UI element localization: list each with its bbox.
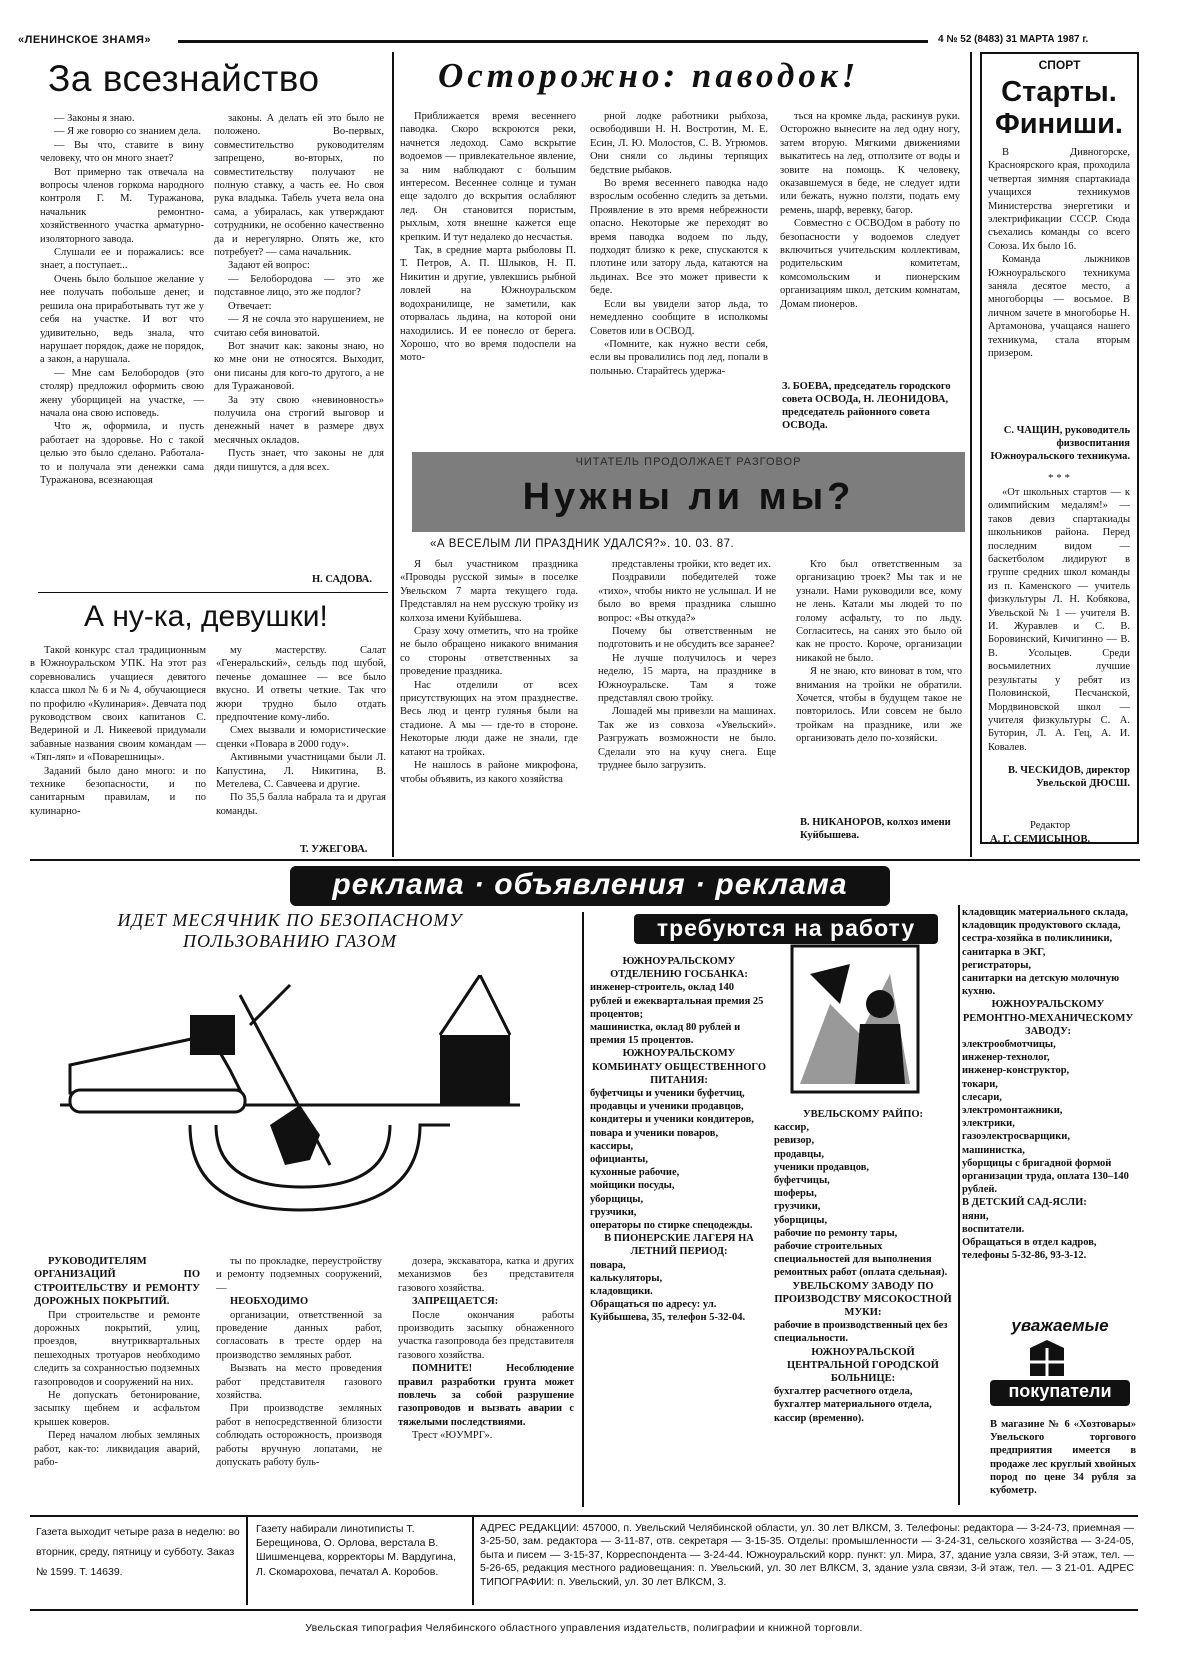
reader-author: В. НИКАНОРОВ, колхоз имени Куйбышева.: [800, 817, 951, 841]
ja-paragraph: мойщики посуды,: [590, 1180, 675, 1192]
jc-paragraph: кладовщик продуктового склада,: [962, 920, 1121, 932]
a1c1-paragraph: — Мне сам Белобородов (это столяр) предложил оформить свою жену уборщицей на участке, — начала она свою исповедь.: [40, 367, 204, 419]
article-title-vseznaistvo: За всезнайство: [48, 58, 320, 99]
a2c1-paragraph: Такой конкурс стал традиционным в Южноуральском УПК. На этот раз соревновались учащиеся девятого класса школ № 6 и № 4, обучающиеся по профилю «Кулинария». Девчата под руководством своих капитанов С. Ведериной и Л. Никеевой придумали забавные названия своим командам — «Тяп-ляп» и «Поварешницы».: [30, 645, 206, 764]
jb-paragraph: шоферы,: [774, 1188, 817, 1200]
a1c2-paragraph: Вот значит как: законы знаю, но ко мне они не относятся. Выходит, они писаны для кого-то другого, а не для Туражановой.: [214, 340, 384, 393]
a1c2-paragraph: законы. А делать ей это было не положено. Во-первых, совместительство руководителям запрещено, во-вторых, по совместительству получают не полную ставку, а часть ее. Но своя рука владыка. Табель учета вела она сама, а убиралась, как утверждают сотрудники, не особенно качественно да и нерегулярно. Опять же, кто потребует? — сама начальник.: [214, 113, 384, 259]
footer-staff: Газету набирали линотиписты Т. Берещинова, О. Орлова, верстала В. Шишменцева, корректоры М. Вардугина, Л. Скомарохова, печатал А. Коробов.: [256, 1523, 456, 1578]
rc2-paragraph: Поздравили победителей тоже «тихо», чтобы никто не услышал. И не было во время праздника слышно вопрос: «Вы откуда?»: [598, 572, 776, 624]
ads-divider-1: [582, 912, 584, 1507]
sport-stars: * * *: [1048, 472, 1070, 484]
article-vseznaistvo-col2: [214, 112, 384, 474]
sport-title: Старты. Финиши.: [995, 76, 1123, 140]
a3c3-paragraph: ться на кромке льда, раскинув руки. Осторожно вынесите на лед одну ногу, затем вторую. Мягкими движениями выкатитесь на лед, отползите от воды и зовите на помощь. К человеку, оказавшемуся в беде, не следует идти или бежать, нужно ползти, подать ему ремень, шарф, веревку, багор.: [780, 111, 960, 216]
ja-paragraph: В ПИОНЕРСКИЕ ЛАГЕРЯ НА ЛЕТНИЙ ПЕРИОД:: [604, 1233, 754, 1258]
jb-paragraph: бухгалтер материального отдела,: [774, 1399, 932, 1411]
jb-paragraph: ревизор,: [774, 1135, 815, 1147]
ads-divider-2: [958, 905, 960, 1505]
a1c1-paragraph: — Законы я знаю.: [54, 113, 135, 124]
ja-paragraph: калькуляторы,: [590, 1272, 663, 1284]
jobs-col-c: [962, 906, 1134, 1262]
footer-schedule: Газета выходит четыре раза в неделю: во вторник, среду, пятницу и субботу. Заказ № 1599. Т. 14639.: [36, 1526, 240, 1578]
a2c1-paragraph: Заданий было дано много: и по технике безопасности, и по санитарным правилам, и по кулинарно-: [30, 765, 206, 817]
sp2-paragraph: «От школьных стартов — к олимпийским медалям!» — таков девиз спартакиады школьников района. Перед последним видом — баскетболом лидируют в группе средних школ команды из п. Каменского — учитель физкультуры Л. Н. Кобякова, Увельской № 1 — учителя В. И. Журавлев и С. В. Боровинский, Кичигинно — В. В. Усольцев. Среди восьмилетних лучшие результаты у ребят из Половинской, Песчанской, Мордвиновской школ — учителя физкультуры С. А. Буторин, Л. А. Гец, А. И. Ковалев.: [988, 487, 1130, 753]
g3-paragraph: ПОМНИТЕ! Несоблюдение правил разработки грунта может повлечь за собой разрушение газопроводов и вызвать аварии с тяжелыми последствиями.: [398, 1363, 574, 1428]
article-pavodok-col3: [780, 110, 960, 311]
a2c2-paragraph: Смех вызвали и юмористические сценки «Повара в 2000 году».: [216, 725, 386, 750]
g3-paragraph: дозера, экскаватора, катка и других механизмов без представителя газового хозяйства.: [398, 1256, 574, 1294]
jb-paragraph: уборщицы,: [774, 1214, 828, 1226]
rc2-paragraph: Лошадей мы привезли на машинах. Так же из совхоза «Увельский». Разгружать возможности не было. Сделали это на кучу снега. Еще труднее было загрузить.: [598, 706, 776, 772]
a3c2-paragraph: Во время весеннего паводка надо взрослым особенно следить за детьми. Проявление в это время небрежности опасно. Некоторые же переходят во время паводка водоем по льду, подходят близко к реке, спускаются к плотине или затору льда, катаются на льдинах. Все это может привести к беде.: [590, 178, 768, 297]
sp1-paragraph: Команда лыжников Южноуральского техникума заняла десятое место, а многоборцы — восьмое. В личном зачете в многоборье Н. Артамонова, учащаяся нашего техникума, стала вторым призером.: [988, 254, 1130, 360]
jc-paragraph: инженер-конструктор,: [962, 1065, 1070, 1077]
ja-paragraph: уборщицы,: [590, 1193, 644, 1205]
jb-paragraph: УВЕЛЬСКОМУ ЗАВОДУ ПО ПРОИЗВОДСТВУ МЯСОКОСТНОЙ МУКИ:: [774, 1280, 952, 1319]
a3c3-paragraph: Совместно с ОСВОДом в работу по безопасности у водоемов следует включиться учительским коллективам, родительским комитетам, комсомольским и пионерским организациям школ, детским комнатам, Домам пионеров.: [780, 218, 960, 310]
rc2-paragraph: Не лучше получилось и через неделю, 15 марта, на празднике в Южноуральске. Там я тоже представлял свою тройку.: [598, 652, 776, 705]
jb-paragraph: УВЕЛЬСКОМУ РАЙПО:: [802, 1109, 924, 1120]
masthead-rule: [178, 40, 928, 43]
footer-address: АДРЕС РЕДАКЦИИ: 457000, п. Увельский Челябинской области, ул. 30 лет ВЛКСМ, 3. Телефоны: редактора — 3-24-73, приемная — 3-25-50, зам. редактора — 3-11-87, отв. секретаря — 3-15-35. Отделы: промышленности — 3-24-31, сельского хозяйства — 3-24-05, быта и писем — 3-15-37, Корреспондента — 3-24-44. Южноуральский корр. пункт: ул. Мира, 37, здание узла связи, 3-й этаж, тел. — 5-26-65, редакция местного радиовещания: п. Увельский, ул. 30 лет ВЛКСМ, 3, здание узла связи, 3-й этаж, тел. — 3 21-01. АДРЕС ТИПОГРАФИИ: п. Увельский, ул. 30 лет ВЛКСМ, 3.: [480, 1522, 1134, 1588]
a1c2-paragraph: — Белобородова — это же подставное лицо, это же подлог?: [214, 273, 384, 299]
reader-col3: [796, 558, 962, 746]
jb-paragraph: кассир,: [774, 1122, 809, 1134]
g2-paragraph: При производстве земляных работ в непосредственной близости соблюдать осторожность, производя работы вручную лопатами, не допускать работу буль-: [216, 1403, 382, 1469]
reader-reference: «А ВЕСЕЛЫМ ЛИ ПРАЗДНИК УДАЛСЯ?». 10. 03. 87.: [430, 538, 735, 550]
a1c2-paragraph: Отвечает:: [228, 300, 272, 312]
jc-paragraph: машинистка,: [962, 1144, 1025, 1156]
ja-paragraph: кладовщики.: [590, 1286, 653, 1298]
a1c2-paragraph: Задают ей вопрос:: [228, 260, 310, 272]
reader-rubric: ЧИТАТЕЛЬ ПРОДОЛЖАЕТ РАЗГОВОР: [575, 456, 802, 468]
g1-paragraph: При строительстве и ремонте дорожных покрытий, улиц, проездов, внутриквартальных пешеходных тротуаров необходимо следить за сохранностью подземных газопроводов и сооружений на них.: [34, 1309, 200, 1388]
article-devushki-col1: [30, 644, 206, 818]
a1c1-paragraph: — Вы что, ставите в вину человеку, что он много знает?: [40, 139, 204, 165]
ja-paragraph: буфетчицы и ученики буфетчиц,: [590, 1088, 745, 1100]
a3c1-paragraph: Приближается время весеннего паводка. Скоро вскроются реки, начнется ледоход. Само вскрытие водоемов — привлекательное явление, за ним наблюдают с большим интересом. Весеннее солнце и туман еще задолго до вскрытия ослабляют лед. Он становится пористым, рыхлым, хотя внешне кажется еще крепким. И тут недалеко до несчастья.: [400, 111, 576, 243]
article-vseznaistvo-author: Н. САДОВА.: [312, 574, 373, 585]
a1c1-paragraph: Вот примерно так отвечала на вопросы членов горкома народного контроля Г. М. Туражанова, начальник ремонтно-хозяйственного участка арматурно-изоляторного завода.: [40, 166, 204, 245]
jb-paragraph: ЮЖНОУРАЛЬСКОЙ ЦЕНТРАЛЬНОЙ ГОРОДСКОЙ БОЛЬНИЦЕ:: [787, 1346, 939, 1385]
a3c1-paragraph: Так, в средние марта рыболовы П. Т. Петров, А. П. Шлыков, Н. П. Никитин и другие, увлекшись рыбной ловлей на Южноуральском водохранилище, не заметили, как оторвалась льдина, на которой они находились. И ее понесло от берега. Хорошо, что во время подоспели на мото-: [400, 245, 576, 364]
a1c2-paragraph: — Я не сочла это нарушением, не считаю себя виноватой.: [214, 314, 384, 339]
ja-paragraph: операторы по стирке спецодежды.: [590, 1220, 753, 1232]
jc-paragraph: ЮЖНОУРАЛЬСКОМУ РЕМОНТНО-МЕХАНИЧЕСКОМУ ЗАВОДУ:: [962, 999, 1134, 1037]
article-pavodok-col2: [590, 110, 768, 378]
gas-illustration: [40, 975, 550, 1240]
ja-paragraph: инженер-строитель, оклад 140 рублей и ежеквартальная премия 25 процентов;: [590, 982, 764, 1020]
ja-paragraph: кассиры,: [590, 1140, 634, 1152]
reader-title: Нужны ли мы?: [522, 476, 855, 518]
ja-paragraph: кондитеры и ученики кондитеров,: [590, 1114, 754, 1126]
jc-paragraph: сестра-хозяйка в поликлиники,: [962, 933, 1113, 945]
rc1-paragraph: Не нашлось в районе микрофона, чтобы объявить, из какого хозяйства: [400, 760, 578, 785]
sp1-paragraph: В Дивногорске, Красноярского края, проходила четвертая зимняя спартакиада учащихся техникумов Министерства энергетики и электрификации СССР. Сюда съехались команды со всего Союза. Их было 16.: [988, 147, 1130, 252]
rc2-paragraph: представлены тройки, кто ведет их.: [612, 559, 772, 570]
jobs-illustration: [790, 944, 920, 1094]
rc1-paragraph: Нас отделили от всех присутствующих на этом празднестве. Весь люд и центр гулянья были на стадионе. А мы — где-то в стороне. Некоторые люди даже не знали, где катают на тройках.: [400, 679, 578, 758]
jc-paragraph: газоэлектросварщики,: [962, 1131, 1070, 1143]
ja-paragraph: продавцы и ученики продавцов,: [590, 1101, 744, 1113]
g1-paragraph: Не допускать бетонирование, засыпку щебнем и асфальтом крышек коверов.: [34, 1390, 200, 1428]
ja-paragraph: ЮЖНОУРАЛЬСКОМУ ОТДЕЛЕНИЮ ГОСБАНКА:: [610, 956, 748, 981]
jc-paragraph: санитарка в ЭКГ,: [962, 946, 1046, 958]
gas-title: ИДЕТ МЕСЯЧНИК ПО БЕЗОПАСНОМУ ПОЛЬЗОВАНИЮ ГАЗОМ: [117, 910, 463, 951]
jobs-col-a: [590, 955, 768, 1325]
a2c2-paragraph: По 35,5 балла набрала та и другая команды.: [216, 792, 386, 817]
ja-paragraph: грузчики,: [590, 1206, 637, 1218]
rule-left: [392, 52, 394, 857]
a2c2-paragraph: му мастерству. Салат «Генеральский», сельдь под шубой, печенье домашнее — все было вкусно. И ответы четкие. Так что жюри трудно было отдать предпочтение кому-либо.: [216, 645, 386, 724]
jb-paragraph: кассир (временно).: [774, 1412, 864, 1424]
article-title-devushki: А ну-ка, девушки!: [84, 600, 328, 633]
gas-col3: [398, 1255, 574, 1443]
sport-author-2: В. ЧЕСКИДОВ, директор Увельской ДЮСШ.: [1008, 765, 1130, 789]
jobs-col-b: [774, 1108, 952, 1425]
jc-paragraph: Обращаться в отдел кадров, телефоны 5-32-86, 93-3-12.: [962, 1237, 1097, 1262]
jc-paragraph: электромонтажники,: [962, 1105, 1063, 1117]
reader-col1: [400, 558, 578, 786]
a2c2-paragraph: Активными участницами были Л. Капустина, Л. Никитина, В. Метелева, С. Савчеева и другие.: [216, 752, 386, 791]
footer-div-1: [246, 1517, 248, 1605]
jc-paragraph: няни,: [962, 1210, 989, 1222]
a1c2-paragraph: За эту свою «невиновность» получила она строгий выговор и денежный начет в размере двух месячных окладов.: [214, 394, 384, 446]
g2-paragraph: организации, ответственной за проведение данных работ, согласовать в тресте ордер на производство земляных работ.: [216, 1309, 382, 1361]
article-pavodok-author: З. БОЕВА, председатель городского совета ОСВОДа, Н. ЛЕОНИДОВА, председатель районного совета ОСВОДа.: [782, 381, 951, 431]
article-pavodok-col1: [400, 110, 576, 365]
jc-paragraph: токари,: [962, 1078, 998, 1090]
jc-paragraph: регистраторы,: [962, 959, 1032, 971]
jc-paragraph: санитарки на детскую молочную кухню.: [962, 973, 1120, 998]
sport-editor-label: Редактор: [1030, 820, 1071, 831]
footer-printer: Увельская типография Челябинского областного управления издательств, полиграфии и книжной торговли.: [305, 1622, 863, 1634]
jb-paragraph: бухгалтер расчетного отдела,: [774, 1386, 913, 1398]
g3-paragraph: Трест «ЮУМРГ».: [412, 1430, 493, 1442]
ja-paragraph: кухонные рабочие,: [590, 1167, 680, 1179]
jb-paragraph: продавцы,: [774, 1148, 824, 1160]
buyers-top: уважаемые: [1011, 1316, 1109, 1335]
jb-paragraph: рабочие в производственный цех без специальности.: [774, 1320, 948, 1345]
rc1-paragraph: Я был участником праздника «Проводы русской зимы» в поселке Увельском 7 марта текущего года. Представлял на нем русскую тройку из колхоза имени Куйбышева.: [400, 559, 578, 624]
gas-col2: [216, 1255, 382, 1470]
sport-editor: А. Г. СЕМИСЫНОВ.: [990, 834, 1091, 845]
rc1-paragraph: Сразу хочу отметить, что на тройке не было обращено никакого внимания со стороны ответственных за проведение праздника.: [400, 626, 578, 678]
sport-text-1: [988, 146, 1130, 361]
buyers-bot: покупатели: [1008, 1381, 1112, 1401]
ads-top-rule: [30, 859, 1140, 861]
ja-paragraph: повара и ученики поваров,: [590, 1127, 719, 1139]
a1c1-paragraph: — Я же говорю со знанием дела.: [54, 126, 201, 138]
rule-art1-bottom: [38, 592, 388, 593]
g3-paragraph: После окончания работы производить засыпку обнаженного участка газопровода без представителя газового хозяйства.: [398, 1309, 574, 1361]
a1c1-paragraph: Что ж, оформила, и пусть работает на здоровье. Но с такой целью это было сделано. Работала-то и получала эти денежки сама Туражанова, всезнающая: [40, 421, 204, 486]
footer-div-2: [472, 1517, 474, 1605]
sport-author-1: С. ЧАЩИН, руководитель физвоспитания Южноуральского техникума.: [990, 425, 1130, 462]
jb-paragraph: рабочие по ремонту тары,: [774, 1227, 898, 1239]
sport-rubric: СПОРТ: [1038, 58, 1081, 72]
masthead-paper-name: «ЛЕНИНСКОЕ ЗНАМЯ»: [18, 34, 152, 46]
ja-paragraph: машинистка, оклад 80 рублей и премия 15 процентов.: [590, 1022, 741, 1047]
article-vseznaistvo-col1: [40, 112, 204, 487]
ja-paragraph: ЮЖНОУРАЛЬСКОМУ КОМБИНАТУ ОБЩЕСТВЕННОГО ПИТАНИЯ:: [591, 1048, 767, 1086]
buyers-text: В магазине № 6 «Хозтовары» Увельского торгового предприятия имеется в продаже лес круглый хвойных пород по цене 34 рубля за кубометр.: [990, 1419, 1136, 1497]
a3c2-paragraph: Если вы увидели затор льда, то немедленно сообщите в исполкомы Советов или в ОСВОД.: [590, 298, 768, 337]
jb-paragraph: грузчики,: [774, 1201, 821, 1213]
jb-paragraph: ученики продавцов,: [774, 1161, 870, 1173]
jb-paragraph: рабочие строительных специальностей для выполнения ремонтных работ (оплата сдельная).: [774, 1241, 948, 1279]
g3-paragraph: ЗАПРЕЩАЕТСЯ:: [412, 1296, 499, 1308]
article-devushki-author: Т. УЖЕГОВА.: [300, 844, 368, 855]
jobs-title: требуются на работу: [656, 915, 916, 941]
jc-paragraph: кладовщик материального склада,: [962, 907, 1129, 918]
ja-paragraph: официанты,: [590, 1154, 648, 1166]
jb-paragraph: буфетчицы,: [774, 1175, 830, 1187]
jc-paragraph: инженер-технолог,: [962, 1052, 1050, 1064]
a1c1-paragraph: Слушали ее и поражались: все знает, а поступает...: [40, 247, 204, 272]
rc2-paragraph: Почему бы ответственным не подготовить и не обсудить все заранее?: [598, 626, 776, 651]
ads-banner-text: реклама · объявления · реклама: [332, 868, 848, 901]
a1c2-paragraph: Пусть знает, что законы не для дяди пишутся, а для всех.: [214, 448, 384, 473]
jc-paragraph: слесари,: [962, 1091, 1002, 1103]
rc3-paragraph: Кто был ответственным за организацию троек? Мы так и не узнали. Нами руководили все, кому не лень. Катали мы людей то по голому асфальту, то по льду. Согласитесь, на санях это было ой как не просто. Короче, организации никакой не было.: [796, 559, 962, 664]
gas-col1: [34, 1255, 200, 1470]
g1-paragraph: РУКОВОДИТЕЛЯМ ОРГАНИЗАЦИЙ ПО СТРОИТЕЛЬСТВУ И РЕМОНТУ ДОРОЖНЫХ ПОКРЫТИЙ.: [34, 1256, 200, 1308]
jc-paragraph: электрики,: [962, 1118, 1015, 1130]
rule-right: [970, 52, 972, 857]
jc-paragraph: воспитатели.: [962, 1223, 1025, 1235]
buyers-gift-icon: [1026, 1338, 1068, 1378]
g2-paragraph: НЕОБХОДИМО: [230, 1296, 309, 1308]
rc3-paragraph: Я не знаю, кто виноват в том, что внимания на тройки не обратили. Хочется, чтобы в будущем такое не повторилось. Или совсем не было тройкам на празднике, или же организовать дело по-хозяйски.: [796, 666, 962, 745]
g2-paragraph: ты по прокладке, переустройству и ремонту подземных сооружений, —: [216, 1256, 382, 1294]
g2-paragraph: Вызвать на место проведения работ представителя газового хозяйства.: [216, 1363, 382, 1402]
ja-paragraph: повара,: [590, 1259, 626, 1271]
article-devushki-col2: [216, 644, 386, 818]
a3c2-paragraph: рной лодке работники рыбхоза, освободивши Н. Н. Востротин, М. Е. Есин, Л. Ю. Молостов, С. В. Угрюмов. Они сняли со льдины терпящих бедствие рыбаков.: [590, 111, 768, 176]
article-title-pavodok: Осторожно: паводок!: [438, 56, 860, 95]
jc-paragraph: уборщицы с бригадной формой организации труда, оплата 130–140 рублей.: [962, 1157, 1129, 1196]
sport-text-2: [988, 486, 1130, 754]
jc-paragraph: электрообмотчицы,: [962, 1039, 1056, 1051]
g1-paragraph: Перед началом любых земляных работ, как-то: ликвидация аварий, рабо-: [34, 1430, 200, 1469]
ja-paragraph: Обращаться по адресу: ул. Куйбышева, 35, телефон 5-32-04.: [590, 1299, 746, 1324]
a3c2-paragraph: «Помните, как нужно вести себя, если вы провалились под лед, попали в полынью. Старайтесь удержа-: [590, 338, 768, 377]
reader-col2: [598, 558, 776, 773]
masthead-issue: 4 № 52 (8483) 31 МАРТА 1987 г.: [938, 34, 1089, 45]
jc-paragraph: В ДЕТСКИЙ САД-ЯСЛИ:: [962, 1197, 1087, 1209]
a1c1-paragraph: Очень было большое желание у нее получать побольше денег, и решила она приработывать тут же у себя на участке. И вот что удивительно, ведь знала, что нарушает порядок, даже не порядок, а закон, а нарушала.: [40, 273, 204, 366]
